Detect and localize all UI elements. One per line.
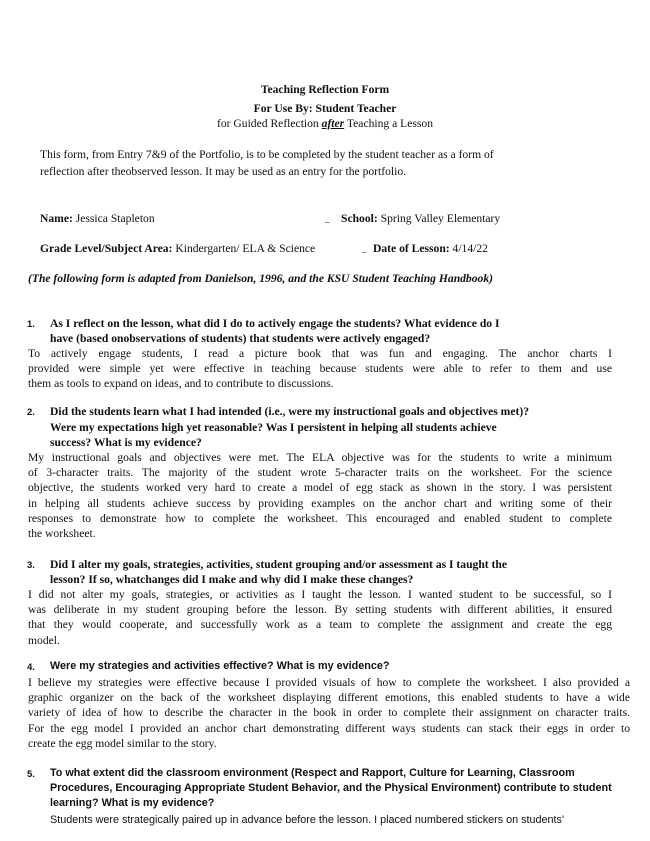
answer-5-line-1: Students were strategically paired up in advance before the lesson. I placed numbered stickers on students' [50,814,565,826]
question-5-line-2: Procedures, Encouraging Appropriate Student Behavior, and the Physical Environment) contribute to student [50,782,612,794]
answer-1: To actively engage students, I read a picture book that was fun and engaging. The anchor charts I provided were simple yet were effective in teaching because students were able to refer to them and use them as tools to expand on ideas, and to contribute to discussions. [28,347,612,391]
for-use-by: For Use By: Student Teacher [253,102,397,115]
question-2-line-3: success? What is my evidence? [50,436,202,449]
name-field: Name: Jessica Stapleton [40,212,155,225]
question-number: 2. [27,407,35,418]
form-title: Teaching Reflection Form [260,83,390,96]
field-underline-mark: _ [325,214,330,224]
question-3-line-1: Did I alter my goals, strategies, activities, student grouping and/or assessment as I taught the [50,558,507,571]
subtitle-emphasis: after [321,117,345,130]
intro-line-1: This form, from Entry 7&9 of the Portfolio, is to be completed by the student teacher as a form of [40,148,494,161]
question-number: 3. [27,560,35,571]
answer-2: My instructional goals and objectives were met. The ELA objective was for the students to write a minimum of 3-character traits. The majority of the student wrote 5-character traits on the worksheet. For the science objective, the students worked very hard to create a model of egg stack as shown in the story. I was persistent in helping all students achieve success by providing examples on the anchor chart and writing some of their responses to demonstrate how to complete the worksheet. This encouraged and enabled student to complete the worksheet. [28,451,612,541]
question-number: 5. [27,769,35,780]
question-number: 4. [27,662,35,673]
intro-line-2: reflection after theobserved lesson. It may be used as an entry for the portfolio. [40,165,407,178]
question-5-line-3: learning? What is my evidence? [50,797,215,809]
field-underline-mark: _ [362,244,367,254]
answer-4: I believe my strategies were effective because I provided visuals of how to complete the worksheet. I also provided a graphic organizer on the back of the worksheet displaying different emotions, this enabled students to have a wide variety of idea of how to describe the character in the book in order to complete their assignment on character traits. For the egg model I provided an anchor chart demonstrating different ways students can stack their eggs in order to create the egg model similar to the story. [28,676,630,750]
question-2-line-1: Did the students learn what I had intended (i.e., were my instructional goals and objectives met)? [50,405,529,418]
question-3-line-2: lesson? If so, whatchanges did I make and why did I make these changes? [50,573,414,586]
question-4-line-1: Were my strategies and activities effective? What is my evidence? [50,660,390,672]
question-1-line-2: have (based onobservations of students) that students were actively engaged? [50,332,431,345]
grade-subject-field: Grade Level/Subject Area: Kindergarten/ ELA & Science [40,242,316,255]
school-field: School: Spring Valley Elementary [341,212,501,225]
question-number: 1. [27,319,35,330]
date-field: Date of Lesson: 4/14/22 [373,242,488,255]
adapted-note: (The following form is adapted from Danielson, 1996, and the KSU Student Teaching Handbook) [28,272,493,285]
question-2-line-2: Were my expectations high yet reasonable? Was I persistent in helping all students achieve [50,421,497,434]
question-1-line-1: As I reflect on the lesson, what did I do to actively engage the students? What evidence do I [50,317,500,330]
question-5-line-1: To what extent did the classroom environment (Respect and Rapport, Culture for Learning, Classroom [50,767,575,779]
form-subtitle: for Guided Reflection after Teaching a Lesson [217,117,433,130]
answer-3: I did not alter my goals, strategies, or activities as I taught the lesson. I wanted student to be successful, so I was deliberate in my student grouping before the lesson. By setting students with different abilities, it ensured that they would cooperate, and successfully work as a team to complete the assignment and create the egg model. [28,588,612,647]
